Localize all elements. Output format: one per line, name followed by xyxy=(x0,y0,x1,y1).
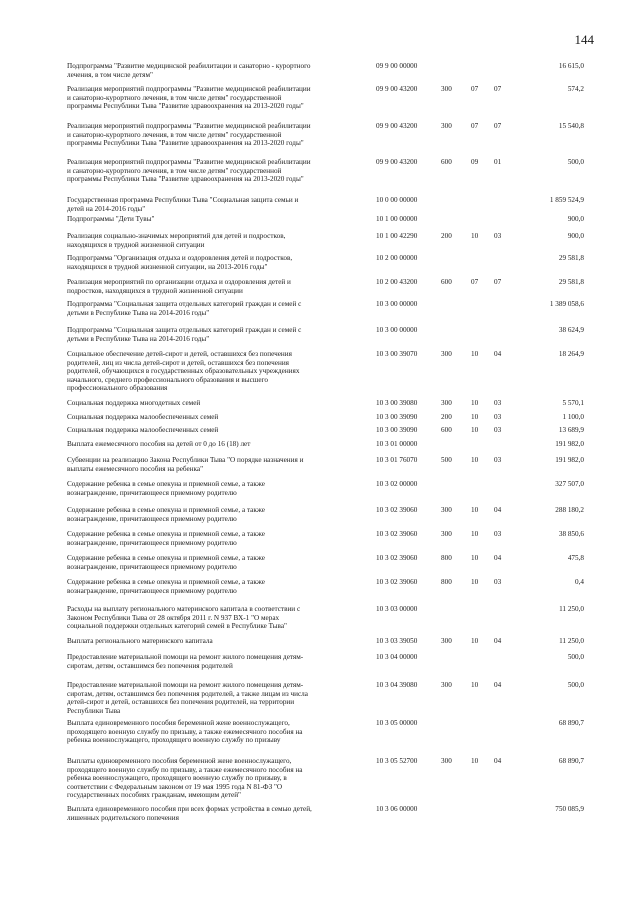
subsection: 03 xyxy=(494,426,502,434)
description-line: и санаторно-курортного лечения, в том числе детям" государственной xyxy=(67,93,282,102)
subsection: 04 xyxy=(494,506,502,514)
target-code: 10 1 00 42290 xyxy=(376,232,418,240)
target-code: 09 9 00 43200 xyxy=(376,158,418,166)
target-code: 10 3 01 76070 xyxy=(376,456,418,464)
row-description xyxy=(67,440,367,449)
description-line: Социальная поддержка малообеспеченных семей xyxy=(67,413,219,421)
subsection: 04 xyxy=(494,681,502,689)
expense-type: 300 xyxy=(441,122,452,130)
description-line: вознаграждение, причитающееся приемному родителю xyxy=(67,562,237,571)
subsection: 03 xyxy=(494,232,502,240)
section: 10 xyxy=(471,554,479,562)
row-description xyxy=(67,232,367,249)
target-code: 10 0 00 00000 xyxy=(376,196,418,204)
section: 10 xyxy=(471,637,479,645)
row-description xyxy=(67,480,367,497)
description-line: Подпрограмма "Социальная защита отдельных категорий граждан и семей с xyxy=(67,326,302,334)
expense-type: 300 xyxy=(441,85,452,93)
description-line: вознаграждение, причитающееся приемному родителю xyxy=(67,488,237,497)
description-line: Подпрограмма "Организация отдыха и оздоровления детей и подростков, xyxy=(67,254,293,262)
amount: 68 890,7 xyxy=(558,757,584,765)
description-line: Республики Тыва xyxy=(67,706,121,715)
section: 10 xyxy=(471,530,479,538)
amount: 475,8 xyxy=(567,554,584,562)
row-description xyxy=(67,62,367,79)
section: 10 xyxy=(471,413,479,421)
subsection: 07 xyxy=(494,278,502,286)
row-description xyxy=(67,278,367,295)
subsection: 01 xyxy=(494,158,502,166)
row-description xyxy=(67,350,367,393)
description-line: Субвенции на реализацию Закона Республики Тыва "О порядке назначения и xyxy=(67,456,304,464)
description-line: родителей, обучающихся в государственных образовательных учреждениях xyxy=(67,367,300,376)
row-description xyxy=(67,578,367,595)
description-line: Содержание ребенка в семье опекуна и приемной семье, а также xyxy=(67,578,265,586)
description-line: Социальное обеспечение детей-сирот и детей, оставшихся без попечения xyxy=(67,350,292,358)
description-line: соответствии с Федеральным законом от 19 мая 1995 года N 81-ФЗ "О xyxy=(67,782,283,791)
target-code: 10 3 01 00000 xyxy=(376,440,418,448)
target-code: 10 3 00 39090 xyxy=(376,426,418,434)
description-line: начального, среднего профессионального образования и высшего xyxy=(67,375,268,384)
subsection: 03 xyxy=(494,399,502,407)
description-line: вознаграждение, причитающееся приемному родителю xyxy=(67,514,237,523)
section: 10 xyxy=(471,506,479,514)
row-description xyxy=(67,326,367,343)
description-line: ребенка военнослужащего, проходящего военную службу по призыву, в xyxy=(67,774,287,783)
target-code: 10 3 04 39080 xyxy=(376,681,418,689)
section: 10 xyxy=(471,399,479,407)
row-description xyxy=(67,506,367,523)
expense-type: 300 xyxy=(441,399,452,407)
description-line: лишенных родительского попечения xyxy=(67,813,179,822)
section: 10 xyxy=(471,426,479,434)
description-line: профессионального образования xyxy=(67,384,168,393)
description-line: Выплата ежемесячного пособия на детей от 0 до 16 (18) лет xyxy=(67,440,251,448)
subsection: 04 xyxy=(494,554,502,562)
expense-type: 300 xyxy=(441,506,452,514)
row-description xyxy=(67,605,367,631)
description-line: Государственная программа Республики Тыва "Социальная защита семьи и xyxy=(67,196,299,204)
description-line: государственных пособиях гражданам, имеющим детей" xyxy=(67,791,241,800)
section: 10 xyxy=(471,681,479,689)
description-line: детей на 2014-2016 годы" xyxy=(67,204,146,213)
description-line: Реализация мероприятий подпрограммы "Развитие медицинской реабилитации xyxy=(67,122,311,130)
description-line: Социальная поддержка малообеспеченных семей xyxy=(67,426,219,434)
subsection: 07 xyxy=(494,122,502,130)
row-description xyxy=(67,681,367,715)
row-description xyxy=(67,757,367,800)
description-line: Подпрограмма "Социальная защита отдельных категорий граждан и семей с xyxy=(67,300,302,308)
target-code: 10 2 00 43200 xyxy=(376,278,418,286)
expense-type: 800 xyxy=(441,578,452,586)
subsection: 04 xyxy=(494,350,502,358)
description-line: Реализация мероприятий подпрограммы "Развитие медицинской реабилитации xyxy=(67,85,311,93)
description-line: находящихся в трудной жизненной ситуации xyxy=(67,240,205,249)
target-code: 09 9 00 43200 xyxy=(376,85,418,93)
description-line: детей-сирот и детей, оставшихся без попечения родителей, на территории xyxy=(67,698,295,707)
description-line: Подпрограмма "Развитие медицинской реабилитации и санаторно - курортного xyxy=(67,62,311,70)
target-code: 10 3 02 39060 xyxy=(376,578,418,586)
expense-type: 200 xyxy=(441,413,452,421)
subsection: 07 xyxy=(494,85,502,93)
target-code: 10 3 02 39060 xyxy=(376,506,418,514)
amount: 68 890,7 xyxy=(558,719,584,727)
amount: 5 570,1 xyxy=(562,399,584,407)
row-description xyxy=(67,215,367,224)
amount: 288 180,2 xyxy=(555,506,584,514)
expense-type: 200 xyxy=(441,232,452,240)
amount: 900,0 xyxy=(567,215,584,223)
target-code: 10 3 02 00000 xyxy=(376,480,418,488)
description-line: сиротам, детям, оставшимся без попечения родителей, а также лицам из числа xyxy=(67,689,308,698)
section: 10 xyxy=(471,350,479,358)
amount: 15 540,8 xyxy=(558,122,584,130)
amount: 16 615,0 xyxy=(558,62,584,70)
target-code: 10 3 06 00000 xyxy=(376,805,418,813)
description-line: лечения, в том числе детям" xyxy=(67,70,153,79)
subsection: 04 xyxy=(494,637,502,645)
description-line: социальной поддержки отдельных категорий семей в Республике Тыва" xyxy=(67,622,287,631)
description-line: подростков, находящихся в трудной жизненной ситуации xyxy=(67,286,243,295)
subsection: 03 xyxy=(494,413,502,421)
description-line: Содержание ребенка в семье опекуна и приемной семье, а также xyxy=(67,530,265,538)
description-line: проходящего военную службу по призыву, а также ежемесячного пособия на xyxy=(67,765,303,774)
subsection: 03 xyxy=(494,530,502,538)
description-line: Выплата единовременного пособия беременной жене военнослужащего, xyxy=(67,719,290,727)
row-description xyxy=(67,530,367,547)
amount: 1 389 058,6 xyxy=(549,300,584,308)
row-description xyxy=(67,456,367,473)
description-line: Содержание ребенка в семье опекуна и приемной семье, а также xyxy=(67,554,265,562)
expense-type: 300 xyxy=(441,530,452,538)
description-line: родителей, лиц из числа детей-сирот и детей, оставшихся без попечения xyxy=(67,358,289,367)
description-line: программы Республики Тыва "Развитие здравоохранения на 2013-2020 годы" xyxy=(67,175,304,184)
subsection: 04 xyxy=(494,757,502,765)
amount: 574,2 xyxy=(567,85,584,93)
amount: 29 581,8 xyxy=(558,254,584,262)
section: 07 xyxy=(471,85,479,93)
amount: 500,0 xyxy=(567,158,584,166)
section: 10 xyxy=(471,232,479,240)
description-line: программы Республики Тыва "Развитие здравоохранения на 2013-2020 годы" xyxy=(67,102,304,111)
section: 07 xyxy=(471,122,479,130)
expense-type: 500 xyxy=(441,456,452,464)
row-description xyxy=(67,719,367,745)
section: 10 xyxy=(471,757,479,765)
section: 10 xyxy=(471,578,479,586)
amount: 327 507,0 xyxy=(555,480,584,488)
target-code: 10 3 03 39050 xyxy=(376,637,418,645)
section: 09 xyxy=(471,158,479,166)
amount: 191 982,0 xyxy=(555,440,584,448)
description-line: Подпрограммы "Дети Тувы" xyxy=(67,215,155,223)
subsection: 03 xyxy=(494,456,502,464)
target-code: 10 3 05 00000 xyxy=(376,719,418,727)
target-code: 10 3 04 00000 xyxy=(376,653,418,661)
description-line: и санаторно-курортного лечения, в том числе детям" государственной xyxy=(67,166,282,175)
row-description xyxy=(67,805,367,822)
description-line: вознаграждение, причитающееся приемному родителю xyxy=(67,586,237,595)
expense-type: 300 xyxy=(441,681,452,689)
description-line: Реализация социально-значимых мероприятий для детей и подростков, xyxy=(67,232,286,240)
amount: 1 100,0 xyxy=(562,413,584,421)
expense-type: 300 xyxy=(441,757,452,765)
description-line: Социальная поддержка многодетных семей xyxy=(67,399,201,407)
description-line: Реализация мероприятий по организации отдыха и оздоровления детей и xyxy=(67,278,291,286)
row-description xyxy=(67,413,367,422)
description-line: вознаграждение, причитающееся приемному родителю xyxy=(67,538,237,547)
row-description xyxy=(67,300,367,317)
amount: 1 859 524,9 xyxy=(549,196,584,204)
target-code: 10 3 03 00000 xyxy=(376,605,418,613)
description-line: Предоставление материальной помощи на ремонт жилого помещения детям- xyxy=(67,681,304,689)
row-description xyxy=(67,158,367,184)
target-code: 10 3 00 39080 xyxy=(376,399,418,407)
target-code: 10 3 02 39060 xyxy=(376,530,418,538)
section: 10 xyxy=(471,456,479,464)
description-line: Содержание ребенка в семье опекуна и приемной семье, а также xyxy=(67,506,265,514)
description-line: ребенка военнослужащего, проходящего военную службу по призыву xyxy=(67,736,281,745)
description-line: Предоставление материальной помощи на ремонт жилого помещения детям- xyxy=(67,653,304,661)
target-code: 10 3 00 39090 xyxy=(376,413,418,421)
amount: 750 085,9 xyxy=(555,805,584,813)
description-line: Выплаты единовременного пособия беременной жене военнослужащего, xyxy=(67,757,292,765)
description-line: Расходы на выплату регионального материнского капитала в соответствии с xyxy=(67,605,301,613)
expense-type: 800 xyxy=(441,554,452,562)
amount: 38 850,6 xyxy=(558,530,584,538)
amount: 500,0 xyxy=(567,653,584,661)
description-line: Законом Республики Тыва от 28 октября 2011 г. N 937 ВХ-1 "О мерах xyxy=(67,613,280,622)
amount: 11 250,0 xyxy=(559,637,584,645)
row-description xyxy=(67,637,367,646)
description-line: проходящего военную службу по призыву, а также ежемесячного пособия на xyxy=(67,727,303,736)
amount: 38 624,9 xyxy=(558,326,584,334)
row-description xyxy=(67,254,367,271)
row-description xyxy=(67,196,367,213)
amount: 13 689,9 xyxy=(558,426,584,434)
amount: 191 982,0 xyxy=(555,456,584,464)
description-line: детьми в Республике Тыва на 2014-2016 годы" xyxy=(67,308,210,317)
description-line: сиротам, детям, оставшимся без попечения родителей xyxy=(67,661,233,670)
amount: 900,0 xyxy=(567,232,584,240)
row-description xyxy=(67,653,367,670)
row-description xyxy=(67,554,367,571)
amount: 500,0 xyxy=(567,681,584,689)
section: 07 xyxy=(471,278,479,286)
amount: 11 250,0 xyxy=(559,605,584,613)
row-description xyxy=(67,85,367,111)
target-code: 10 3 00 39070 xyxy=(376,350,418,358)
row-description xyxy=(67,122,367,148)
description-line: детьми в Республике Тыва на 2014-2016 годы" xyxy=(67,334,210,343)
expense-type: 600 xyxy=(441,278,452,286)
subsection: 03 xyxy=(494,578,502,586)
expense-type: 600 xyxy=(441,158,452,166)
target-code: 10 3 00 00000 xyxy=(376,300,418,308)
description-line: Содержание ребенка в семье опекуна и приемной семье, а также xyxy=(67,480,265,488)
target-code: 10 1 00 00000 xyxy=(376,215,418,223)
description-line: находящихся в трудной жизненной ситуации, на 2013-2016 годы" xyxy=(67,262,268,271)
amount: 29 581,8 xyxy=(558,278,584,286)
description-line: и санаторно-курортного лечения, в том числе детям" государственной xyxy=(67,130,282,139)
description-line: выплаты ежемесячного пособия на ребенка" xyxy=(67,464,204,473)
expense-type: 300 xyxy=(441,637,452,645)
row-description xyxy=(67,399,367,408)
target-code: 10 2 00 00000 xyxy=(376,254,418,262)
page-number: 144 xyxy=(574,32,594,47)
amount: 0,4 xyxy=(575,578,584,586)
target-code: 10 3 02 39060 xyxy=(376,554,418,562)
description-line: Выплата регионального материнского капитала xyxy=(67,637,213,645)
expense-type: 600 xyxy=(441,426,452,434)
amount: 18 264,9 xyxy=(558,350,584,358)
row-description xyxy=(67,426,367,435)
target-code: 10 3 00 00000 xyxy=(376,326,418,334)
description-line: программы Республики Тыва "Развитие здравоохранения на 2013-2020 годы" xyxy=(67,139,304,148)
target-code: 09 9 00 43200 xyxy=(376,122,418,130)
description-line: Выплата единовременного пособия при всех формах устройства в семью детей, xyxy=(67,805,312,813)
description-line: Реализация мероприятий подпрограммы "Развитие медицинской реабилитации xyxy=(67,158,311,166)
target-code: 10 3 05 52700 xyxy=(376,757,418,765)
expense-type: 300 xyxy=(441,350,452,358)
target-code: 09 9 00 00000 xyxy=(376,62,418,70)
